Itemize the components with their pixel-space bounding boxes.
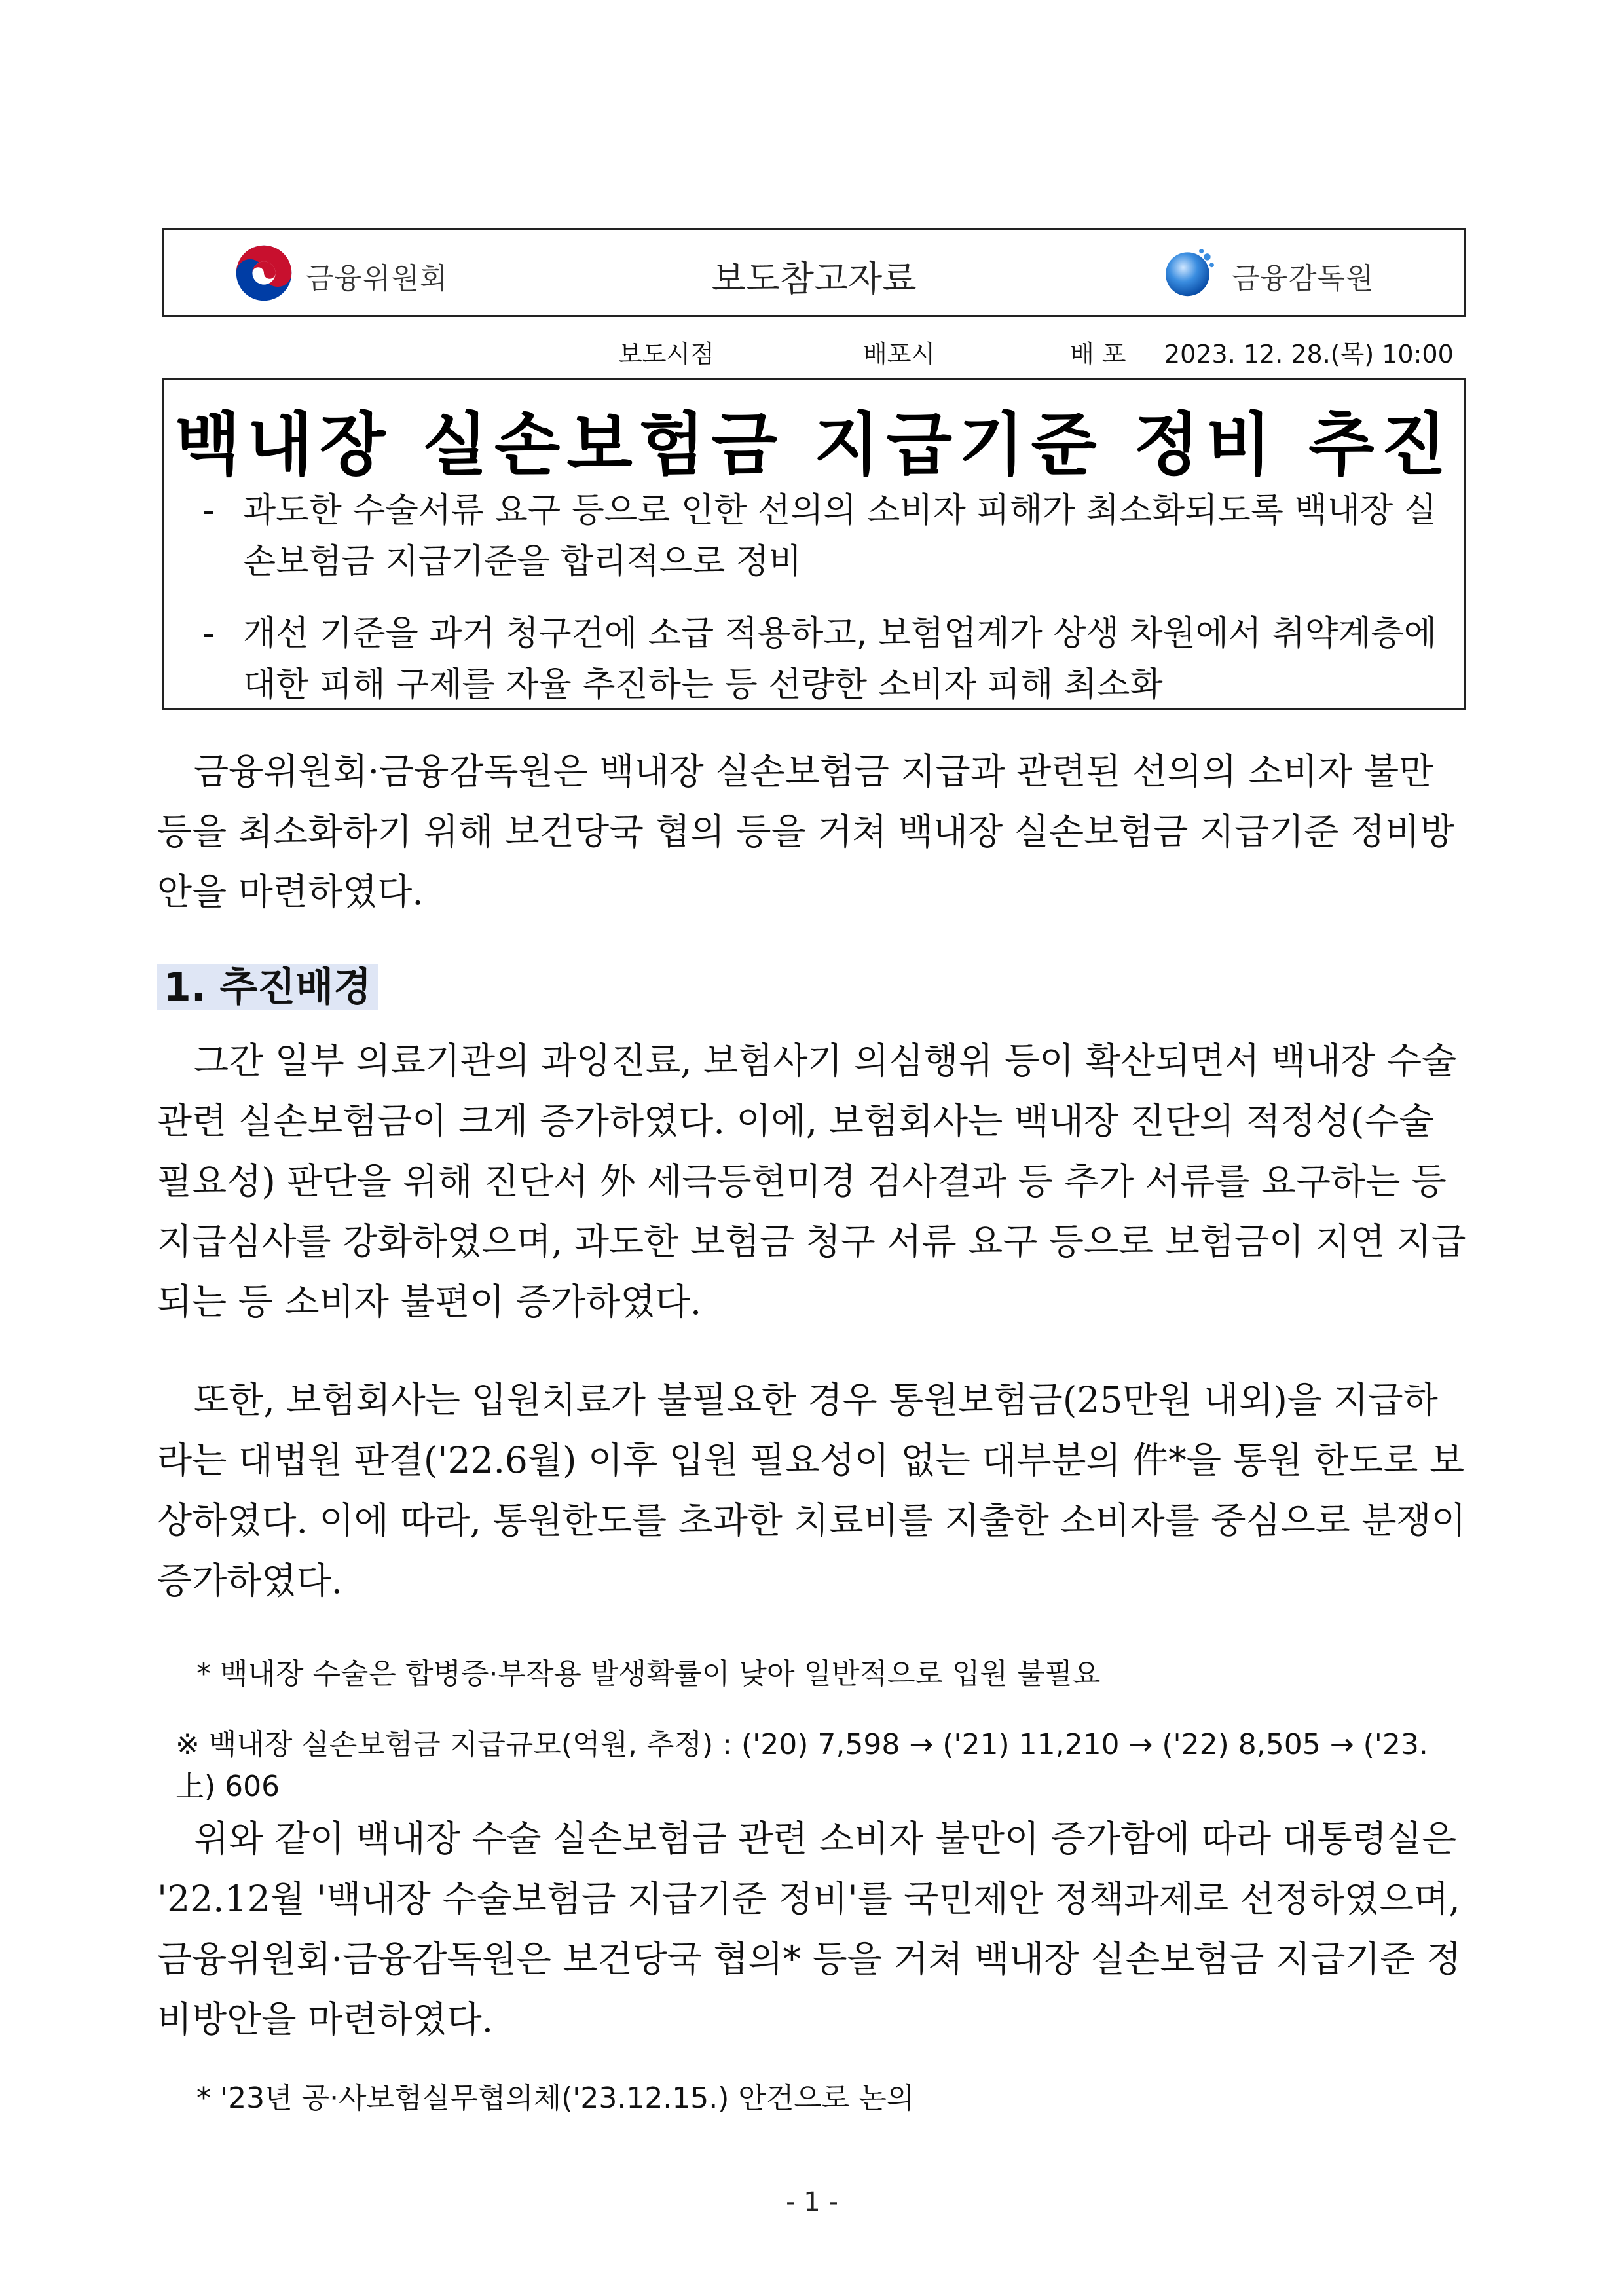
section-heading-text: 1. 추진배경 — [157, 964, 378, 1010]
subtitle-1-text: 과도한 수술서류 요구 등으로 인한 선의의 소비자 피해가 최소화되도록 백내장 실손보험금 지급기준을 합리적으로 정비 — [243, 491, 1437, 581]
subtitle-2-text: 개선 기준을 과거 청구건에 소급 적용하고, 보험업계가 상생 차원에서 취약계층에 대한 피해 구제를 자율 추진하는 등 선량한 소비자 피해 최소화 — [243, 614, 1437, 705]
reference-note: ※ 백내장 실손보험금 지급규모(억원, 추정) : ('20) 7,598 → ('21) 11,210 → ('22) 8,505 → ('23.上) 606 — [175, 1728, 1428, 1803]
distribution-datetime: 2023. 12. 28.(목) 10:00 — [1164, 340, 1454, 369]
background-paragraph-2: 또한, 보험회사는 입원치료가 불필요한 경우 통원보험금(25만원 내외)을 지급하라는 대법원 판결('22.6월) 이후 입원 필요성이 없는 대부분의 件*을 통원 한도로 보상하였다. 이에 따라, 통원한도를 초과한 치료비를 지출한 소비자를 중심으로 분쟁이 증가하였다. — [157, 1379, 1466, 1602]
release-timing: 배포시 — [863, 340, 936, 369]
fss-name: 금융감독원 — [1232, 262, 1375, 295]
fss-globe-logo-icon — [1160, 244, 1220, 302]
background-paragraph-1: 그간 일부 의료기관의 과잉진료, 보험사기 의심행위 등이 확산되면서 백내장 수술 관련 실손보험금이 크게 증가하였다. 이에, 보험회사는 백내장 진단의 적정성(수술 필요성) 판단을 위해 진단서 外 세극등현미경 검사결과 등 추가 서류를 요구하는 등 지급심사를 강화하였으며, 과도한 보험금 청구 서류 요구 등으로 보험금이 지연 지급되는 등 소비자 불편이 증가하였다. — [157, 1040, 1466, 1323]
subtitle-2: - 개선 기준을 과거 청구건에 소급 적용하고, 보험업계가 상생 차원에서 취약계층에 대한 피해 구제를 자율 추진하는 등 선량한 소비자 피해 최소화 — [202, 608, 1444, 710]
subtitle-1: - 과도한 수술서류 요구 등으로 인한 선의의 소비자 피해가 최소화되도록 백내장 실손보험금 지급기준을 합리적으로 정비 — [202, 485, 1444, 587]
release-label: 보도시점 — [618, 340, 714, 369]
main-title: 백내장 실손보험금 지급기준 정비 추진 — [174, 405, 1454, 485]
release-info-row — [162, 334, 1466, 367]
document-type: 보도참고자료 — [711, 258, 917, 299]
page-number: - 1 - — [786, 2187, 838, 2217]
section-heading — [157, 956, 378, 1012]
background-paragraph-3: 위와 같이 백내장 수술 실손보험금 관련 소비자 불만이 증가함에 따라 대통령실은 '22.12월 '백내장 수술보험금 지급기준 정비'를 국민제안 정책과제로 선정하였으며, 금융위원회·금융감독원은 보건당국 협의* 등을 거쳐 백내장 실손보험금 지급기준 정비방안을 마련하였다. — [157, 1818, 1462, 2040]
header-box — [162, 228, 1466, 317]
title-box — [162, 378, 1466, 710]
footnote-2: * '23년 공·사보험실무협의체('23.12.15.) 안건으로 논의 — [196, 2082, 915, 2115]
distribution-label: 배 포 — [1070, 340, 1126, 369]
footnote-1: * 백내장 수술은 합병증·부작용 발생확률이 낮아 일반적으로 입원 불필요 — [196, 1657, 1101, 1691]
fsc-name: 금융위원회 — [306, 262, 449, 295]
intro-paragraph: 금융위원회·금융감독원은 백내장 실손보험금 지급과 관련된 선의의 소비자 불만 등을 최소화하기 위해 보건당국 협의 등을 거쳐 백내장 실손보험금 지급기준 정비방안을 마련하였다. — [157, 750, 1455, 913]
